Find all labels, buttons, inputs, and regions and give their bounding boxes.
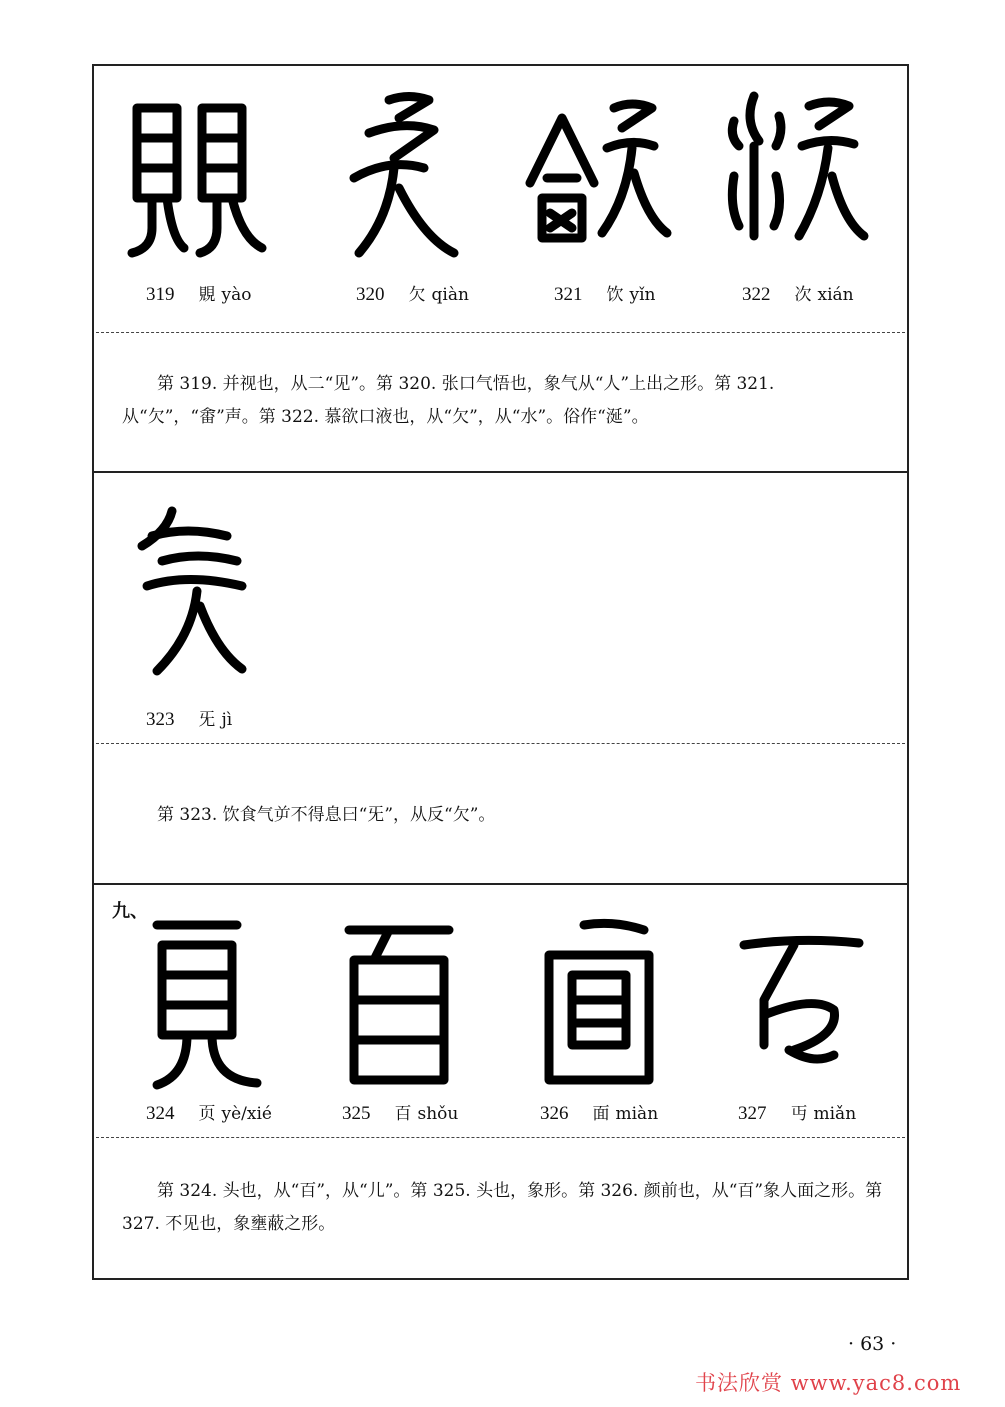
entry-character: 覞	[198, 285, 216, 305]
entry-pinyin: shǒu	[417, 1104, 459, 1124]
entry-pinyin: yǐn	[629, 285, 656, 305]
description-3: 第 324. 头也，从“百”，从“儿”。第 325. 头也，象形。第 326. 颜前也，从“百”象人面之形。第 327. 不见也，象壅蔽之形。	[122, 1181, 883, 1234]
dashed-divider	[96, 332, 905, 333]
entry-number: 321	[554, 284, 583, 305]
description-2: 第 323. 饮食气屰不得息曰“旡”，从反“欠”。	[157, 805, 496, 825]
entry-character: 丏	[790, 1104, 808, 1124]
entry-character: 旡	[198, 710, 216, 730]
caption-319	[146, 280, 251, 306]
seal-glyph-323	[132, 501, 262, 681]
entry-number: 320	[356, 284, 385, 305]
entry-character: 百	[394, 1104, 412, 1124]
entry-number: 323	[146, 709, 175, 730]
entry-pinyin: yè/xié	[221, 1104, 272, 1124]
seal-glyph-325	[339, 915, 469, 1095]
caption-323	[146, 705, 232, 731]
seal-glyph-321	[522, 88, 672, 263]
caption-325	[342, 1099, 458, 1125]
section-heading: 九、	[112, 901, 148, 922]
entry-character: 次	[794, 285, 812, 305]
section-1	[94, 66, 907, 471]
entry-character: 饮	[606, 285, 624, 305]
seal-glyph-320	[339, 88, 469, 263]
caption-321	[554, 280, 656, 306]
entry-number: 324	[146, 1103, 175, 1124]
seal-glyph-319	[122, 88, 272, 258]
dashed-divider	[96, 743, 905, 744]
site-watermark: 书法欣赏 www.yac8.com	[695, 1371, 962, 1395]
entry-character: 页	[198, 1104, 216, 1124]
entry-pinyin: yào	[221, 285, 252, 305]
description-1: 第 319. 并视也，从二“见”。第 320. 张口气悟也，象气从“人”上出之形。第 321. 从“欠”，“畬”声。第 322. 慕欲口液也，从“欠”，从“水”。俗作“涎”。	[122, 374, 775, 427]
seal-glyph-324	[142, 905, 272, 1095]
caption-322	[742, 280, 854, 306]
entry-character: 面	[592, 1104, 610, 1124]
entry-pinyin: xián	[817, 285, 854, 305]
seal-glyph-326	[534, 915, 664, 1095]
page-number: · 63 ·	[848, 1333, 897, 1355]
caption-320	[356, 280, 469, 306]
entry-character: 欠	[408, 285, 426, 305]
entry-pinyin: qiàn	[431, 285, 469, 305]
entry-pinyin: miàn	[615, 1104, 659, 1124]
entry-pinyin: jì	[221, 710, 233, 730]
section-3	[94, 885, 907, 1385]
entry-number: 322	[742, 284, 771, 305]
page-frame	[92, 64, 909, 1280]
entry-pinyin: miǎn	[813, 1104, 857, 1124]
section-2	[94, 473, 907, 883]
dashed-divider	[96, 1137, 905, 1138]
caption-326	[540, 1099, 658, 1125]
entry-number: 327	[738, 1103, 767, 1124]
entry-number: 319	[146, 284, 175, 305]
seal-glyph-322	[724, 86, 874, 261]
caption-327	[738, 1099, 856, 1125]
seal-glyph-327	[734, 925, 874, 1095]
entry-number: 326	[540, 1103, 569, 1124]
caption-324	[146, 1099, 272, 1125]
entry-number: 325	[342, 1103, 371, 1124]
